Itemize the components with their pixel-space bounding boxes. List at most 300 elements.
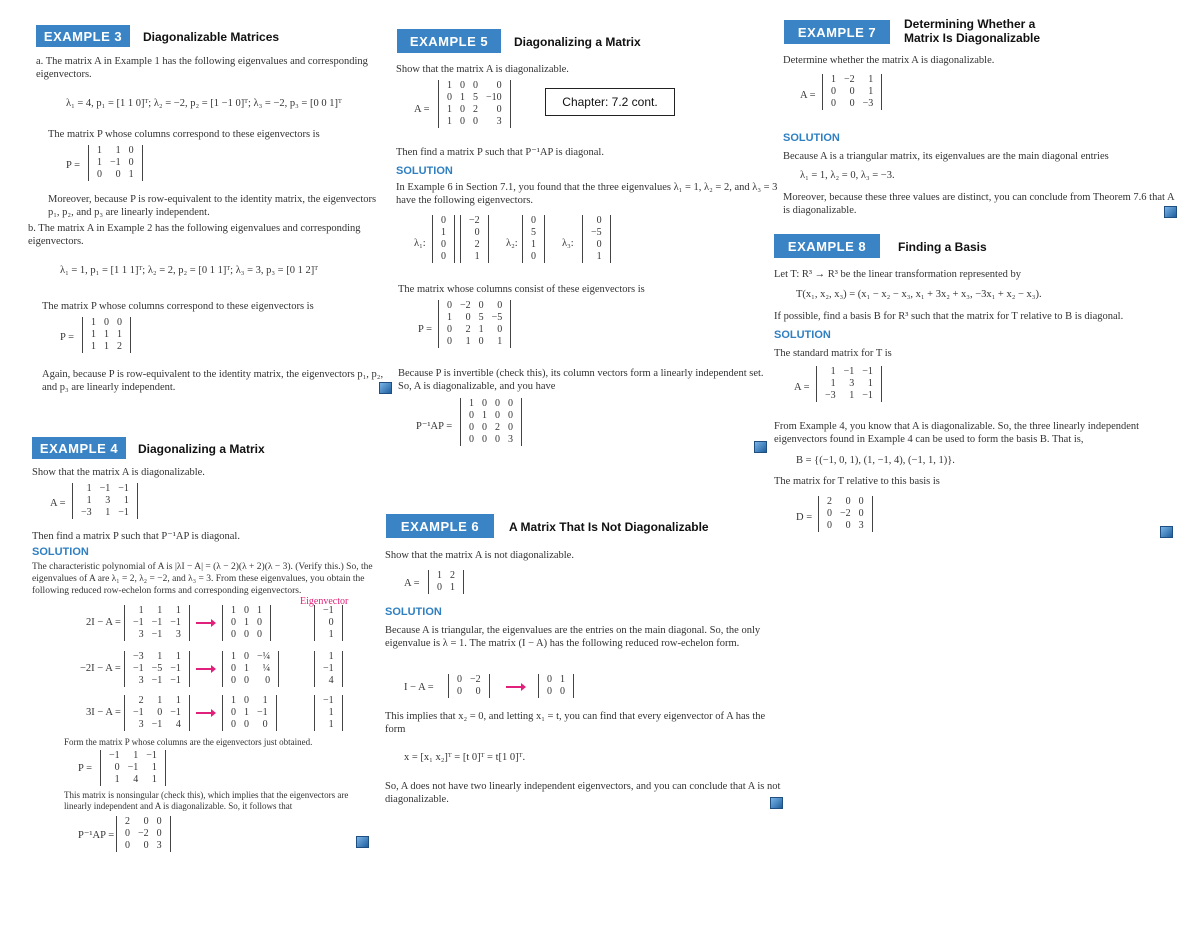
ex5-matrix-d xyxy=(460,398,522,446)
matrix-entry: 0 xyxy=(257,617,262,628)
matrix-entry: −1 xyxy=(170,663,181,674)
matrix-entry: 3 xyxy=(175,629,181,640)
end-of-example-marker xyxy=(1160,526,1173,538)
matrix-entry: 1 xyxy=(328,707,334,718)
ex4-form: Form the matrix P whose columns are the eigenvectors just obtained. xyxy=(64,737,313,747)
matrix-entry: 4 xyxy=(133,774,139,785)
matrix-entry: 0 xyxy=(143,840,149,851)
matrix-entry: 0 xyxy=(231,663,236,674)
matrix-entry: −1 xyxy=(133,663,144,674)
matrix-entry: 0 xyxy=(849,98,855,109)
matrix-entry: 1 xyxy=(831,74,836,85)
matrix-entry: −1 xyxy=(151,617,163,628)
matrix-entry: −1 xyxy=(170,707,181,718)
matrix-entry: 1 xyxy=(175,605,181,616)
matrix-entry: 3 xyxy=(849,378,855,389)
matrix-entry: 0 xyxy=(474,227,480,238)
ex5-lambda2: λ₂: xyxy=(506,238,518,249)
example-6-title: A Matrix That Is Not Diagonalizable xyxy=(509,520,709,534)
matrix-entry: 1 xyxy=(123,495,129,506)
matrix-entry: 0 xyxy=(231,675,236,686)
example-7-title: Determining Whether a Matrix Is Diagonalizable xyxy=(904,17,1041,45)
matrix-entry: −1 xyxy=(170,617,181,628)
matrix-entry: 0 xyxy=(231,719,236,730)
matrix-entry: 1 xyxy=(497,336,503,347)
row-reduce-arrow xyxy=(506,686,522,688)
matrix-entry: 3 xyxy=(138,675,144,686)
matrix-entry: 2 xyxy=(138,695,144,706)
ex3-a-eigs: λ₁ = 4, p₁ = [1 1 0]ᵀ; λ₂ = −2, p₂ = [1 −1 0]ᵀ; λ₃ = −2, p₃ = [0 0 1]ᵀ xyxy=(66,98,342,109)
matrix-entry: 1 xyxy=(868,74,874,85)
matrix-entry: 1 xyxy=(474,251,480,262)
matrix-entry: 1 xyxy=(86,483,92,494)
matrix-entry: 0 xyxy=(482,398,487,409)
matrix-entry: 0 xyxy=(495,398,500,409)
ex8-std: The standard matrix for T is xyxy=(774,348,892,359)
ex5-eigenvector-1a xyxy=(432,215,455,263)
ex6-conclude: So, A does not have two linearly independent eigenvectors, and you can conclude that A is not diagonalizable. xyxy=(385,781,781,805)
matrix-entry: 0 xyxy=(231,707,236,718)
ex5-a-label: A = xyxy=(414,104,430,115)
ex8-a-label: A = xyxy=(794,382,810,393)
matrix-entry: 0 xyxy=(475,686,481,697)
matrix-entry: 1 xyxy=(244,617,249,628)
matrix-entry: 1 xyxy=(157,605,163,616)
matrix-entry: 2 xyxy=(474,239,480,250)
ex4-row1-matrix xyxy=(124,605,190,641)
matrix-entry: 0 xyxy=(460,80,465,91)
matrix-entry: 3 xyxy=(858,520,864,531)
ex8-matrix-a xyxy=(816,366,882,402)
matrix-entry: 0 xyxy=(473,80,478,91)
ex5-pap-label: P⁻¹AP = xyxy=(416,421,453,432)
ex3-b-text: b. The matrix A in Example 2 has the following eigenvalues and corresponding eigenvectors. xyxy=(28,223,361,247)
matrix-entry: −1 xyxy=(99,483,111,494)
ex5-eigenvector-2 xyxy=(522,215,545,263)
matrix-entry: 0 xyxy=(496,80,502,91)
ex7-a-label: A = xyxy=(800,90,816,101)
matrix-entry: 0 xyxy=(244,719,249,730)
ex3-b-ptext: The matrix P whose columns correspond to these eigenvectors is xyxy=(42,301,314,312)
matrix-entry: 1 xyxy=(531,239,536,250)
matrix-entry: 0 xyxy=(496,104,502,115)
end-of-example-marker xyxy=(1164,206,1177,218)
matrix-entry: 0 xyxy=(497,324,503,335)
example-6-badge: EXAMPLE 6 xyxy=(386,514,494,538)
matrix-entry: 1 xyxy=(91,317,96,328)
ex4-row3-label: 3I − A = xyxy=(86,707,121,718)
ex4-row3-eigenvector xyxy=(314,695,343,731)
ex8-d-label: D = xyxy=(796,512,813,523)
matrix-entry: 1 xyxy=(117,329,122,340)
matrix-entry: 0 xyxy=(560,686,565,697)
end-of-example-marker xyxy=(754,441,767,453)
ex6-matrix-rref xyxy=(538,674,574,698)
matrix-entry: 1 xyxy=(447,80,452,91)
matrix-entry: 4 xyxy=(328,675,334,686)
matrix-entry: 0 xyxy=(469,434,474,445)
example-8-title: Finding a Basis xyxy=(898,240,987,254)
matrix-entry: 0 xyxy=(547,674,552,685)
matrix-entry: 0 xyxy=(596,215,602,226)
matrix-entry: 0 xyxy=(469,422,474,433)
matrix-entry: −1 xyxy=(118,483,129,494)
eigenvector-label: Eigenvector xyxy=(300,596,349,607)
matrix-entry: 0 xyxy=(156,816,162,827)
ex3-b-again: Again, because P is row-equivalent to the identity matrix, the eigenvectors p₁, p₂, and p₃ are linearly independent. xyxy=(42,369,384,393)
matrix-entry: 0 xyxy=(482,422,487,433)
matrix-entry: −1 xyxy=(146,750,157,761)
matrix-entry: 3 xyxy=(156,840,162,851)
matrix-entry: 1 xyxy=(465,336,471,347)
ex3-a-matrix-p xyxy=(88,145,143,181)
matrix-entry: 0 xyxy=(531,251,536,262)
ex6-solution-heading: SOLUTION xyxy=(385,606,442,618)
matrix-entry: 0 xyxy=(469,410,474,421)
matrix-entry: 1 xyxy=(231,651,236,662)
matrix-entry: 0 xyxy=(104,317,109,328)
matrix-entry: 0 xyxy=(441,251,446,262)
matrix-entry: 1 xyxy=(157,651,163,662)
ex4-row1-rref xyxy=(222,605,271,641)
matrix-entry: 3 xyxy=(496,116,502,127)
matrix-entry: −1 xyxy=(862,366,873,377)
matrix-entry: 0 xyxy=(244,605,249,616)
matrix-entry: −2 xyxy=(470,674,481,685)
ex6-a-label: A = xyxy=(404,578,420,589)
matrix-entry: −10 xyxy=(486,92,502,103)
example-5-badge: EXAMPLE 5 xyxy=(397,29,501,53)
matrix-entry: 5 xyxy=(473,92,478,103)
matrix-entry: −1 xyxy=(170,675,181,686)
ex4-p-label: P = xyxy=(78,763,92,774)
matrix-entry: 0 xyxy=(441,215,446,226)
ex8-from: From Example 4, you know that A is diagonalizable. So, the three linearly independent eigenvectors found in Example 4 can be used to form the basis B. That is, xyxy=(774,421,1140,445)
ex6-body: Because A is triangular, the eigenvalues are the entries on the main diagonal. So, the only eigenvalue is λ = 1. The matrix (I − A) has the following reduced row-echelon form. xyxy=(385,625,761,649)
ex7-body: Because A is a triangular matrix, its eigenvalues are the main diagonal entries xyxy=(783,151,1109,162)
ex7-eigs: λ₁ = 1, λ₂ = 0, λ₃ = −3. xyxy=(800,170,895,181)
matrix-entry: 1 xyxy=(133,750,139,761)
matrix-entry: −2 xyxy=(844,74,855,85)
matrix-entry: 1 xyxy=(328,629,334,640)
matrix-entry: 1 xyxy=(104,329,109,340)
matrix-entry: −1 xyxy=(323,605,334,616)
matrix-entry: 0 xyxy=(244,695,249,706)
matrix-entry: 1 xyxy=(849,390,855,401)
matrix-entry: 1 xyxy=(157,695,163,706)
matrix-entry: 1 xyxy=(460,92,465,103)
matrix-entry: 3 xyxy=(138,719,144,730)
ex8-basis: B = {(−1, 0, 1), (1, −1, 4), (−1, 1, 1)}. xyxy=(796,455,955,466)
ex5-eigenvector-3 xyxy=(582,215,611,263)
example-8-badge: EXAMPLE 8 xyxy=(774,234,880,258)
matrix-entry: 2 xyxy=(827,496,832,507)
matrix-entry: 0 xyxy=(244,651,249,662)
matrix-entry: −1 xyxy=(118,507,129,518)
ex5-matrix-p xyxy=(438,300,511,348)
matrix-entry: −5 xyxy=(591,227,602,238)
ex5-body: In Example 6 in Section 7.1, you found that the three eigenvalues λ₁ = 1, λ₂ = 2, and λ₃ = 3 have the following eigenvectors. xyxy=(396,182,778,206)
ex4-then: Then find a matrix P such that P⁻¹AP is diagonal. xyxy=(32,531,240,542)
matrix-entry: 0 xyxy=(244,675,249,686)
matrix-entry: 0 xyxy=(497,300,503,311)
matrix-entry: 0 xyxy=(849,86,855,97)
matrix-entry: 0 xyxy=(441,239,446,250)
matrix-entry: 0 xyxy=(508,410,513,421)
matrix-entry: 4 xyxy=(175,719,181,730)
matrix-entry: 1 xyxy=(97,157,102,168)
matrix-entry: 1 xyxy=(86,495,92,506)
matrix-entry: −5 xyxy=(491,312,503,323)
matrix-entry: 2 xyxy=(450,570,455,581)
ex4-row3-rref xyxy=(222,695,277,731)
matrix-entry: −1 xyxy=(151,675,163,686)
matrix-entry: −1 xyxy=(323,695,334,706)
matrix-entry: 2 xyxy=(125,816,130,827)
ex5-p-label: P = xyxy=(418,324,432,335)
matrix-entry: 0 xyxy=(858,508,864,519)
matrix-entry: 0 xyxy=(596,239,602,250)
ex7-moreover: Moreover, because these three values are distinct, you can conclude from Theorem 7.6 that A is diagonalizable. xyxy=(783,192,1174,216)
matrix-entry: 0 xyxy=(460,116,465,127)
matrix-entry: −2 xyxy=(138,828,149,839)
ex3-a-text: a. The matrix A in Example 1 has the following eigenvalues and corresponding eigenvectors. xyxy=(36,56,368,80)
example-4-badge: EXAMPLE 4 xyxy=(32,437,126,459)
matrix-entry: 1 xyxy=(151,774,157,785)
matrix-entry: 1 xyxy=(469,398,474,409)
matrix-entry: ¼ xyxy=(262,663,271,674)
ex8-solution-heading: SOLUTION xyxy=(774,329,831,341)
matrix-entry: 1 xyxy=(104,341,109,352)
matrix-entry: 0 xyxy=(156,828,162,839)
matrix-entry: 2 xyxy=(473,104,478,115)
matrix-entry: 0 xyxy=(495,410,500,421)
matrix-entry: 1 xyxy=(482,410,487,421)
matrix-entry: −2 xyxy=(460,300,471,311)
ex5-show: Show that the matrix A is diagonalizable. xyxy=(396,64,569,75)
matrix-entry: 0 xyxy=(447,300,452,311)
matrix-entry: −1 xyxy=(110,157,121,168)
matrix-entry: 1 xyxy=(830,378,836,389)
matrix-entry: 1 xyxy=(257,605,262,616)
matrix-entry: 1 xyxy=(262,695,268,706)
ex5-because: Because P is invertible (check this), its column vectors form a linearly independent set. So, A is diagonalizable, and you have xyxy=(398,368,764,392)
matrix-entry: 2 xyxy=(465,324,471,335)
matrix-entry: 0 xyxy=(531,215,536,226)
matrix-entry: 0 xyxy=(473,116,478,127)
matrix-entry: 1 xyxy=(244,707,249,718)
ex5-then: Then find a matrix P such that P⁻¹AP is diagonal. xyxy=(396,147,604,158)
matrix-entry: −1 xyxy=(323,663,334,674)
ex4-row3-matrix xyxy=(124,695,190,731)
matrix-entry: 0 xyxy=(547,686,552,697)
matrix-entry: 0 xyxy=(457,686,462,697)
matrix-entry: −2 xyxy=(469,215,480,226)
matrix-entry: −2 xyxy=(840,508,851,519)
matrix-entry: 0 xyxy=(328,617,334,628)
ex4-row1-label: 2I − A = xyxy=(86,617,121,628)
ex5-matrix-a xyxy=(438,80,511,128)
example-3-title: Diagonalizable Matrices xyxy=(143,30,280,44)
row-reduce-arrow xyxy=(196,668,212,670)
example-3-badge: EXAMPLE 3 xyxy=(36,25,130,47)
matrix-entry: −3 xyxy=(81,507,92,518)
ex4-show: Show that the matrix A is diagonalizable. xyxy=(32,467,205,478)
ex3-b-p-label: P = xyxy=(60,332,74,343)
ex4-matrix-p xyxy=(100,750,166,786)
ex8-transformation: T(x₁, x₂, x₃) = (x₁ − x₂ − x₃, x₁ + 3x₂ + x₃, −3x₁ + x₂ − x₃). xyxy=(796,289,1042,300)
matrix-entry: 0 xyxy=(437,582,442,593)
matrix-entry: 0 xyxy=(125,840,130,851)
ex6-ia-label: I − A = xyxy=(404,682,434,693)
matrix-entry: 2 xyxy=(117,341,122,352)
matrix-entry: −1 xyxy=(257,707,268,718)
ex6-matrix-a xyxy=(428,570,464,594)
row-reduce-arrow xyxy=(196,712,212,714)
matrix-entry: 1 xyxy=(441,227,446,238)
ex3-b-eigs: λ₁ = 1, p₁ = [1 1 1]ᵀ; λ₂ = 2, p₂ = [0 1 1]ᵀ; λ₃ = 3, p₃ = [0 1 2]ᵀ xyxy=(60,265,318,276)
matrix-entry: −3 xyxy=(825,390,836,401)
matrix-entry: 1 xyxy=(115,145,121,156)
matrix-entry: 0 xyxy=(143,816,149,827)
ex6-x-form: x = [x₁ x₂]ᵀ = [t 0]ᵀ = t[1 0]ᵀ. xyxy=(404,752,526,763)
matrix-entry: −1 xyxy=(862,390,873,401)
ex8-matrix-d xyxy=(818,496,873,532)
ex7-determine: Determine whether the matrix A is diagonalizable. xyxy=(783,55,995,66)
matrix-entry: 0 xyxy=(508,398,513,409)
matrix-entry: 0 xyxy=(457,674,462,685)
matrix-entry: 1 xyxy=(450,582,455,593)
matrix-entry: 0 xyxy=(831,98,836,109)
matrix-entry: 1 xyxy=(105,507,111,518)
matrix-entry: 1 xyxy=(114,774,120,785)
matrix-entry: 0 xyxy=(508,422,513,433)
matrix-entry: 0 xyxy=(447,336,452,347)
matrix-entry: 0 xyxy=(128,157,134,168)
matrix-entry: 0 xyxy=(858,496,864,507)
matrix-entry: 1 xyxy=(97,145,102,156)
ex5-eigenvector-1b xyxy=(460,215,489,263)
matrix-entry: 1 xyxy=(447,104,452,115)
ex8-rel: The matrix for T relative to this basis is xyxy=(774,476,940,487)
matrix-entry: 1 xyxy=(560,674,565,685)
matrix-entry: 1 xyxy=(151,762,157,773)
ex4-row2-label: −2I − A = xyxy=(80,663,121,674)
matrix-entry: 0 xyxy=(128,145,134,156)
ex7-matrix-a xyxy=(822,74,882,110)
matrix-entry: −1 xyxy=(151,629,163,640)
ex4-pap-label: P⁻¹AP = xyxy=(78,830,115,841)
end-of-example-marker xyxy=(379,382,392,394)
example-5-title: Diagonalizing a Matrix xyxy=(514,35,641,49)
ex4-matrix-d xyxy=(116,816,171,852)
matrix-entry: 1 xyxy=(91,341,96,352)
matrix-entry: 0 xyxy=(244,629,249,640)
matrix-entry: 0 xyxy=(125,828,130,839)
matrix-entry: 0 xyxy=(117,317,122,328)
matrix-entry: 1 xyxy=(128,169,134,180)
matrix-entry: 5 xyxy=(478,312,484,323)
ex3-a-ptext: The matrix P whose columns correspond to these eigenvectors is xyxy=(48,129,320,140)
ex3-b-matrix-p xyxy=(82,317,131,353)
ex5-ptext: The matrix whose columns consist of these eigenvectors is xyxy=(398,284,645,295)
matrix-entry: 0 xyxy=(231,629,236,640)
example-4-title: Diagonalizing a Matrix xyxy=(138,442,265,456)
ex4-matrix-a xyxy=(72,483,138,519)
matrix-entry: 1 xyxy=(231,695,236,706)
matrix-entry: 0 xyxy=(478,300,484,311)
ex5-lambda1: λ₁: xyxy=(414,238,426,249)
matrix-entry: 2 xyxy=(495,422,500,433)
matrix-entry: 1 xyxy=(830,366,836,377)
end-of-example-marker xyxy=(356,836,369,848)
matrix-entry: 1 xyxy=(867,378,873,389)
matrix-entry: 1 xyxy=(328,651,334,662)
matrix-entry: −1 xyxy=(127,762,139,773)
ex3-a-p-label: P = xyxy=(66,160,80,171)
matrix-entry: −3 xyxy=(862,98,874,109)
matrix-entry: 0 xyxy=(845,496,851,507)
matrix-entry: 5 xyxy=(531,227,536,238)
end-of-example-marker xyxy=(770,797,783,809)
matrix-entry: 0 xyxy=(265,675,271,686)
ex8-let: Let T: R³ → R³ be the linear transformation represented by xyxy=(774,269,1022,280)
matrix-entry: −1 xyxy=(151,719,163,730)
ex4-nonsing: This matrix is nonsingular (check this), which implies that the eigenvectors are linearly independent and A is diagonalizable. So, it follows that xyxy=(64,790,349,811)
matrix-entry: 0 xyxy=(845,520,851,531)
matrix-entry: 1 xyxy=(138,605,144,616)
matrix-entry: 0 xyxy=(447,324,452,335)
matrix-entry: −1 xyxy=(843,366,855,377)
ex4-row1-eigenvector xyxy=(314,605,343,641)
matrix-entry: 0 xyxy=(115,169,121,180)
matrix-entry: −¼ xyxy=(257,651,271,662)
matrix-entry: 1 xyxy=(868,86,874,97)
ex6-matrix-ia xyxy=(448,674,490,698)
matrix-entry: 1 xyxy=(447,312,452,323)
matrix-entry: 3 xyxy=(105,495,111,506)
matrix-entry: 0 xyxy=(97,169,102,180)
ex4-a-label: A = xyxy=(50,498,66,509)
matrix-entry: 0 xyxy=(262,719,268,730)
matrix-entry: 0 xyxy=(465,312,471,323)
matrix-entry: −1 xyxy=(133,617,144,628)
ex6-implies: This implies that x₂ = 0, and letting x₁ = t, you can find that every eigenvector of A has the form xyxy=(385,711,766,735)
row-reduce-arrow xyxy=(196,622,212,624)
matrix-entry: 3 xyxy=(508,434,513,445)
matrix-entry: −5 xyxy=(151,663,163,674)
chapter-label: Chapter: 7.2 cont. xyxy=(545,88,675,116)
matrix-entry: 1 xyxy=(231,605,236,616)
matrix-entry: 1 xyxy=(244,663,249,674)
matrix-entry: 0 xyxy=(114,762,120,773)
ex8-ifposs: If possible, find a basis B for R³ such that the matrix for T relative to B is diagonal. xyxy=(774,311,1124,322)
matrix-entry: 1 xyxy=(596,251,602,262)
matrix-entry: 0 xyxy=(478,336,484,347)
matrix-entry: 1 xyxy=(91,329,96,340)
ex7-solution-heading: SOLUTION xyxy=(783,132,840,144)
matrix-entry: 0 xyxy=(827,520,832,531)
example-7-badge: EXAMPLE 7 xyxy=(784,20,890,44)
matrix-entry: 0 xyxy=(482,434,487,445)
matrix-entry: 1 xyxy=(175,695,181,706)
ex4-row2-matrix xyxy=(124,651,190,687)
matrix-entry: 1 xyxy=(447,116,452,127)
matrix-entry: 0 xyxy=(827,508,832,519)
ex4-row2-eigenvector xyxy=(314,651,343,687)
matrix-entry: 0 xyxy=(231,617,236,628)
ex5-lambda3: λ₃: xyxy=(562,238,574,249)
